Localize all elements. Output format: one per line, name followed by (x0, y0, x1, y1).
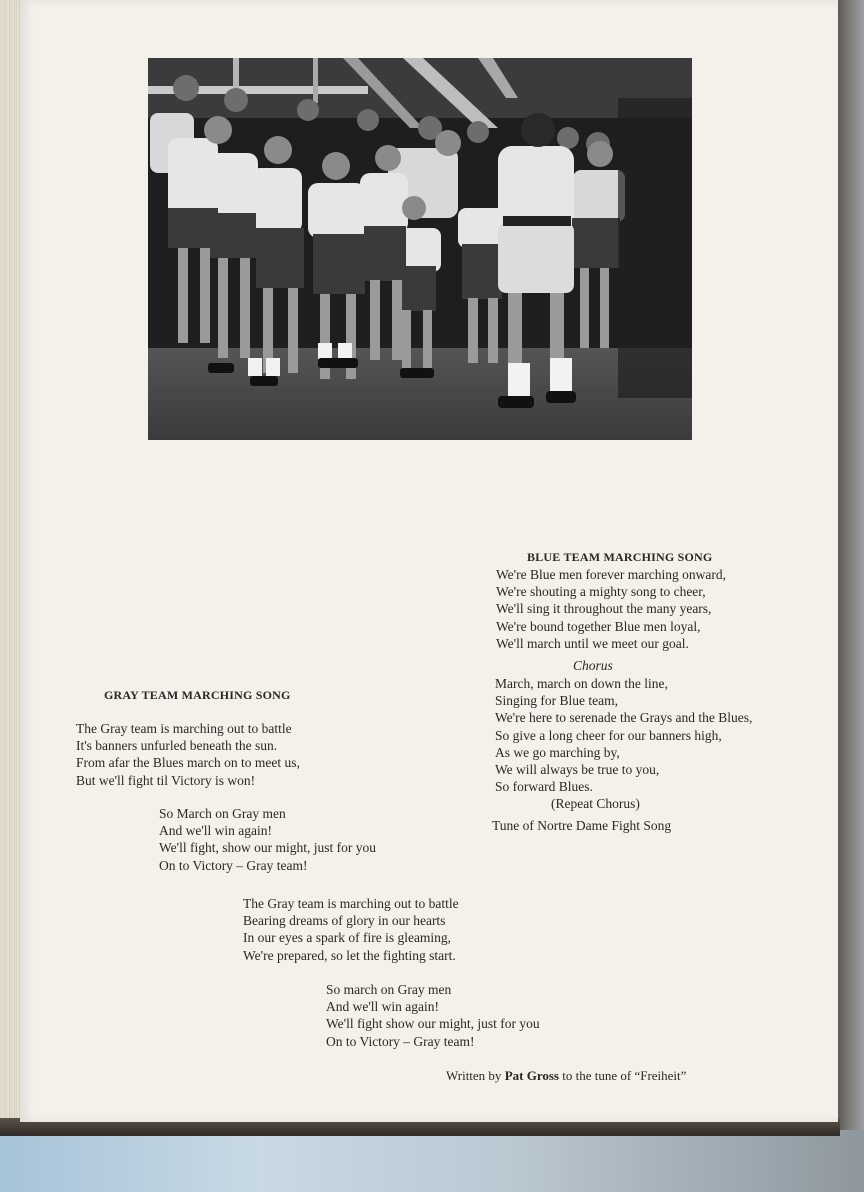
gray-song-title (104, 687, 291, 704)
verse-line: Bearing dreams of glory in our hearts (243, 913, 446, 929)
chorus-line: So forward Blues. (495, 779, 593, 795)
chorus-line: We will always be true to you, (495, 762, 660, 778)
photograph (148, 58, 692, 440)
chorus-line: So March on Gray men (159, 806, 286, 821)
book-right-edge (838, 0, 864, 1130)
blue-chorus-label: Chorus (573, 658, 613, 673)
chorus-line: March, march on down the line, (495, 676, 668, 691)
verse-line: It's banners unfurled beneath the sun. (76, 738, 278, 754)
blue-repeat-chorus: (Repeat Chorus) (551, 796, 640, 811)
credit-suffix: to the tune of “Freiheit” (562, 1068, 687, 1083)
chorus-line: On to Victory – Gray team! (326, 1033, 475, 1049)
verse-line: We're prepared, so let the fighting start. (243, 947, 456, 963)
chorus-line: We'll fight show our might, just for you (326, 1016, 540, 1032)
photo-illustration (148, 58, 692, 440)
verse-line: We'll sing it throughout the many years, (496, 601, 712, 617)
chorus-line: And we'll win again! (326, 999, 440, 1015)
gray-song-chorus-1 (159, 805, 376, 874)
verse-line: From afar the Blues march on to meet us, (76, 755, 300, 771)
blue-song-title (527, 549, 712, 566)
verse-line: But we'll fight til Victory is won! (76, 772, 256, 788)
gray-song-verse-1 (76, 720, 300, 789)
blue-song-verse (496, 566, 726, 652)
blue-song-chorus (495, 675, 752, 795)
song-credit (446, 1068, 686, 1084)
blue-tune-note: Tune of Nortre Dame Fight Song (492, 818, 672, 833)
chorus-line: And we'll win again! (159, 823, 273, 839)
credit-prefix: Written by (446, 1068, 502, 1083)
gray-song-verse-2 (243, 895, 459, 964)
gray-song-chorus-2 (326, 981, 540, 1050)
verse-line: We're Blue men forever marching onward, (496, 567, 727, 582)
chorus-line: We're here to serenade the Grays and the Blues, (495, 710, 753, 726)
verse-line: We're bound together Blue men loyal, (496, 618, 701, 634)
verse-line: In our eyes a spark of fire is gleaming, (243, 930, 452, 946)
blue-song-heading: BLUE TEAM MARCHING SONG (527, 550, 713, 564)
verse-line: We're shouting a mighty song to cheer, (496, 584, 706, 600)
gray-song-heading: GRAY TEAM MARCHING SONG (104, 688, 291, 702)
chorus-line: So give a long cheer for our banners high, (495, 727, 722, 743)
chorus-line: Singing for Blue team, (495, 693, 618, 709)
credit-author: Pat Gross (504, 1068, 559, 1083)
chorus-line: On to Victory – Gray team! (159, 857, 308, 873)
chorus-line: We'll fight, show our might, just for you (159, 840, 376, 856)
verse-line: The Gray team is marching out to battle (243, 896, 459, 911)
verse-line: The Gray team is marching out to battle (76, 721, 292, 736)
verse-line: We'll march until we meet our goal. (496, 635, 689, 651)
chorus-line: As we go marching by, (495, 744, 620, 760)
chorus-line: So march on Gray men (326, 982, 452, 997)
